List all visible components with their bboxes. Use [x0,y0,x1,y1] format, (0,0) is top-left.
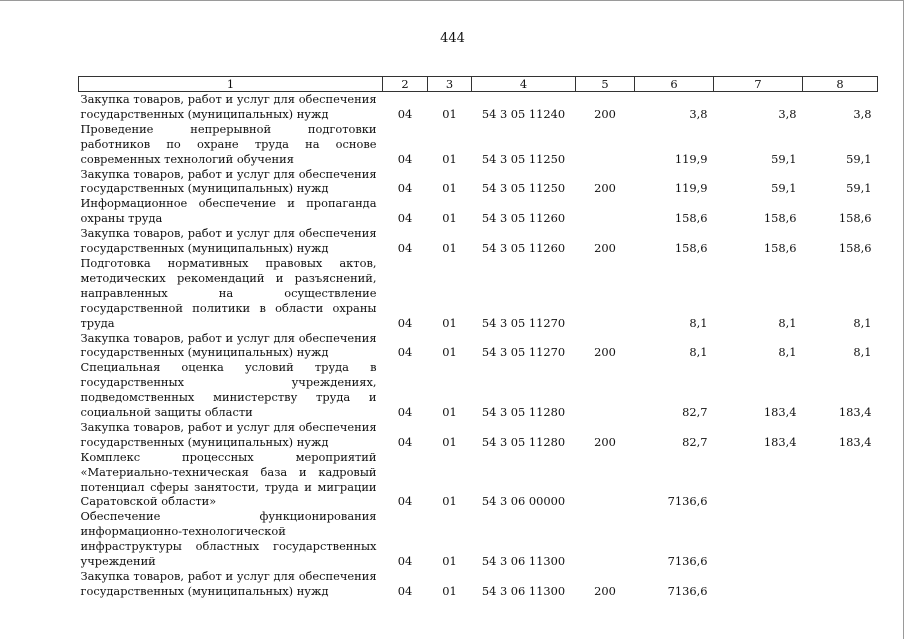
target-article-cell: 54 3 05 11280 [481,405,566,420]
amount-col7-cell [714,569,803,599]
amount-col7-cell: 183,4 [763,434,797,449]
budget-table [78,76,878,599]
table-row [79,509,878,569]
amount-col8-cell: 59,1 [846,151,872,166]
target-article-cell: 54 3 05 11250 [481,151,566,166]
expense-type-cell [576,509,635,569]
amount-col8-cell: 59,1 [846,181,872,196]
subsection-code-cell: 01 [442,345,457,360]
subsection-code-cell: 01 [442,241,457,256]
amount-col6-cell: 3,8 [689,106,708,121]
target-article-cell: 54 3 05 11250 [481,181,566,196]
table-row [79,331,878,361]
amount-col7-cell: 59,1 [771,151,797,166]
amount-col6-cell: 82,7 [682,434,708,449]
column-header: 8 [803,77,878,92]
amount-col8-cell: 3,8 [853,106,872,121]
amount-col7-cell: 59,1 [771,181,797,196]
amount-col6-cell: 8,1 [689,315,708,330]
column-header: 6 [635,77,714,92]
table-row [79,196,878,226]
amount-col7-cell: 158,6 [763,241,797,256]
target-article-cell: 54 3 06 11300 [481,583,566,598]
amount-col7-cell [714,509,803,569]
amount-col8-cell: 183,4 [838,405,872,420]
column-header: 1 [79,77,383,92]
amount-col8-cell: 8,1 [853,345,872,360]
row-name-cell: Информационное обеспечение и пропаганда охраны труда [80,196,377,226]
subsection-code-cell: 01 [442,211,457,226]
target-article-cell: 54 3 05 11280 [481,434,566,449]
section-code-cell: 04 [397,315,413,330]
table-row [79,92,878,122]
amount-col7-cell: 8,1 [778,315,797,330]
subsection-code-cell: 01 [442,106,457,121]
amount-col8-cell [803,450,878,510]
section-code-cell: 04 [397,583,413,598]
table-row [79,167,878,197]
row-name-cell: Закупка товаров, работ и услуг для обеспечения государственных (муниципальных) нужд [80,92,377,121]
row-name-cell: Обеспечение функционирования информационно-технологической инфраструктуры областных государственных учреждений [80,509,377,569]
row-name-cell: Закупка товаров, работ и услуг для обеспечения государственных (муниципальных) нужд [80,330,377,360]
subsection-code-cell: 01 [442,405,457,420]
section-code-cell: 04 [397,106,413,121]
subsection-code-cell: 01 [442,494,457,509]
amount-col6-cell: 158,6 [674,211,708,226]
section-code-cell: 04 [397,434,413,449]
target-article-cell: 54 3 05 11270 [481,345,566,360]
header-row [79,77,878,92]
expense-type-cell [576,122,635,167]
expense-type-cell: 200 [594,434,616,449]
table-row [79,360,878,420]
expense-type-cell: 200 [594,106,616,121]
row-name-cell: Проведение непрерывной подготовки работников по охране труда на основе современных технологий обучения [80,121,377,166]
amount-col8-cell: 8,1 [853,315,872,330]
expense-type-cell: 200 [594,181,616,196]
expense-type-cell: 200 [594,241,616,256]
amount-col6-cell: 7136,6 [667,494,708,509]
amount-col7-cell: 158,6 [763,211,797,226]
amount-col6-cell: 7136,6 [667,554,708,569]
target-article-cell: 54 3 06 11300 [481,554,566,569]
section-code-cell: 04 [397,405,413,420]
target-article-cell: 54 3 05 11260 [481,241,566,256]
table-row [79,569,878,599]
column-header: 2 [383,77,428,92]
subsection-code-cell: 01 [442,554,457,569]
row-name-cell: Подготовка нормативных правовых актов, методических рекомендаций и разъяснений, направленных на осуществление государственной политики в области охраны труда [80,255,377,330]
amount-col7-cell [714,450,803,510]
section-code-cell: 04 [397,151,413,166]
subsection-code-cell: 01 [442,434,457,449]
row-name-cell: Закупка товаров, работ и услуг для обеспечения государственных (муниципальных) нужд [80,226,377,256]
expense-type-cell [576,360,635,420]
column-header: 3 [428,77,472,92]
amount-col8-cell: 183,4 [838,434,872,449]
amount-col7-cell: 3,8 [778,106,797,121]
amount-col7-cell: 8,1 [778,345,797,360]
table-row [79,256,878,331]
column-header: 5 [576,77,635,92]
subsection-code-cell: 01 [442,181,457,196]
subsection-code-cell: 01 [442,151,457,166]
page-number: 444 [440,31,465,46]
amount-col8-cell [803,569,878,599]
target-article-cell: 54 3 06 00000 [481,494,566,509]
table-row [79,450,878,510]
expense-type-cell [576,450,635,510]
target-article-cell: 54 3 05 11270 [481,315,566,330]
amount-col8-cell [803,509,878,569]
table-body [79,92,878,599]
row-name-cell: Закупка товаров, работ и услуг для обеспечения государственных (муниципальных) нужд [80,569,377,598]
expense-type-cell: 200 [594,583,616,598]
section-code-cell: 04 [397,494,413,509]
amount-col8-cell: 158,6 [838,211,872,226]
section-code-cell: 04 [397,241,413,256]
amount-col6-cell: 158,6 [674,241,708,256]
expense-type-cell [576,256,635,331]
table-row [79,420,878,450]
column-header: 4 [472,77,576,92]
section-code-cell: 04 [397,554,413,569]
table-row [79,226,878,256]
section-code-cell: 04 [397,181,413,196]
section-code-cell: 04 [397,211,413,226]
amount-col6-cell: 82,7 [682,405,708,420]
amount-col7-cell: 183,4 [763,405,797,420]
amount-col6-cell: 119,9 [674,181,708,196]
column-header: 7 [714,77,803,92]
row-name-cell: Комплекс процессных мероприятий «Материально-техническая база и кадровый потенциал сферы занятости, труда и миграции Саратовской области» [80,449,377,509]
row-name-cell: Закупка товаров, работ и услуг для обеспечения государственных (муниципальных) нужд [80,419,377,449]
expense-type-cell [576,196,635,226]
subsection-code-cell: 01 [442,315,457,330]
amount-col6-cell: 119,9 [674,151,708,166]
target-article-cell: 54 3 05 11240 [481,106,566,121]
amount-col8-cell: 158,6 [838,241,872,256]
amount-col6-cell: 7136,6 [667,583,708,598]
expense-type-cell: 200 [594,345,616,360]
amount-col6-cell: 8,1 [689,345,708,360]
section-code-cell: 04 [397,345,413,360]
target-article-cell: 54 3 05 11260 [481,211,566,226]
row-name-cell: Закупка товаров, работ и услуг для обеспечения государственных (муниципальных) нужд [80,166,377,196]
table-row [79,122,878,167]
subsection-code-cell: 01 [442,583,457,598]
row-name-cell: Специальная оценка условий труда в государственных учреждениях, подведомственных министерству труда и социальной защиты области [80,360,377,420]
